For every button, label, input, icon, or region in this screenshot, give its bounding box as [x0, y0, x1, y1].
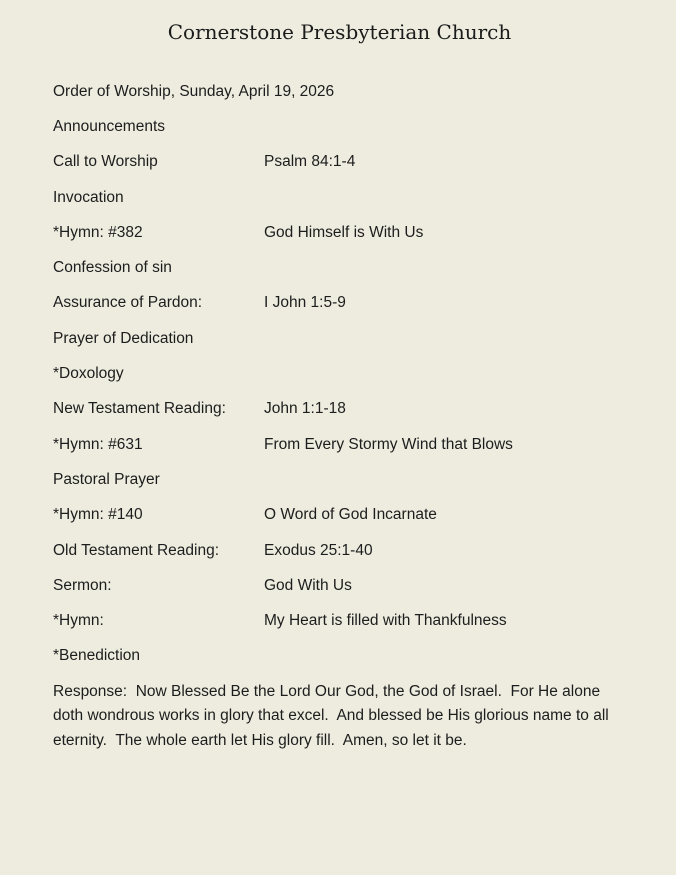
- item-label: New Testament Reading:: [53, 400, 226, 418]
- worship-item-announcements: [53, 109, 626, 144]
- item-value: God With Us: [264, 576, 352, 594]
- worship-item-prayer-of-dedication: [53, 321, 626, 356]
- worship-item-sermon: [53, 568, 626, 603]
- item-label: *Hymn:: [53, 612, 104, 630]
- worship-item-new-testament-reading: [53, 392, 626, 427]
- worship-item-call-to-worship: [53, 145, 626, 180]
- worship-item-closing-hymn: [53, 603, 626, 638]
- item-value: Exodus 25:1-40: [264, 541, 373, 559]
- order-of-worship-list: [53, 74, 626, 674]
- page-title: Cornerstone Presbyterian Church: [167, 20, 512, 44]
- item-label: *Hymn: #382: [53, 223, 143, 241]
- worship-item-invocation: [53, 180, 626, 215]
- item-label: Sermon:: [53, 576, 112, 594]
- item-label: Pastoral Prayer: [53, 470, 160, 488]
- item-label: Confession of sin: [53, 259, 172, 277]
- item-label: *Doxology: [53, 365, 124, 383]
- item-label: Call to Worship: [53, 153, 158, 171]
- item-label: Assurance of Pardon:: [53, 294, 203, 312]
- item-value: John 1:1-18: [264, 400, 346, 418]
- item-label: Announcements: [53, 117, 166, 135]
- worship-item-old-testament-reading: [53, 533, 626, 568]
- worship-item-confession: [53, 250, 626, 285]
- item-label: *Benediction: [53, 647, 141, 665]
- worship-item-hymn-382: [53, 215, 626, 250]
- item-value: From Every Stormy Wind that Blows: [264, 435, 513, 453]
- item-label: *Hymn: #140: [53, 506, 143, 524]
- worship-item-benediction: [53, 639, 626, 674]
- response-paragraph: Response: Now Blessed Be the Lord Our God, the God of Israel. For He alone doth wondrous works in glory that excel. And blessed be His glorious name to all eternity. The whole earth let His glory fill. Amen, so let it be.: [53, 683, 614, 749]
- item-label: Old Testament Reading:: [53, 541, 220, 559]
- item-value: O Word of God Incarnate: [264, 506, 437, 524]
- item-label: *Hymn: #631: [53, 435, 143, 453]
- item-value: I John 1:5-9: [264, 294, 346, 312]
- worship-item-pastoral-prayer: [53, 462, 626, 497]
- item-label: Prayer of Dedication: [53, 329, 194, 347]
- worship-item-assurance-of-pardon: [53, 286, 626, 321]
- item-value: God Himself is With Us: [264, 223, 424, 241]
- order-of-worship-subtitle: Order of Worship, Sunday, April 19, 2026: [53, 82, 335, 100]
- item-value: Psalm 84:1-4: [264, 153, 356, 171]
- subtitle-row: [53, 74, 626, 109]
- item-label: Invocation: [53, 188, 124, 206]
- worship-item-hymn-140: [53, 498, 626, 533]
- worship-item-doxology: [53, 356, 626, 391]
- item-value: My Heart is filled with Thankfulness: [264, 612, 507, 630]
- worship-item-hymn-631: [53, 427, 626, 462]
